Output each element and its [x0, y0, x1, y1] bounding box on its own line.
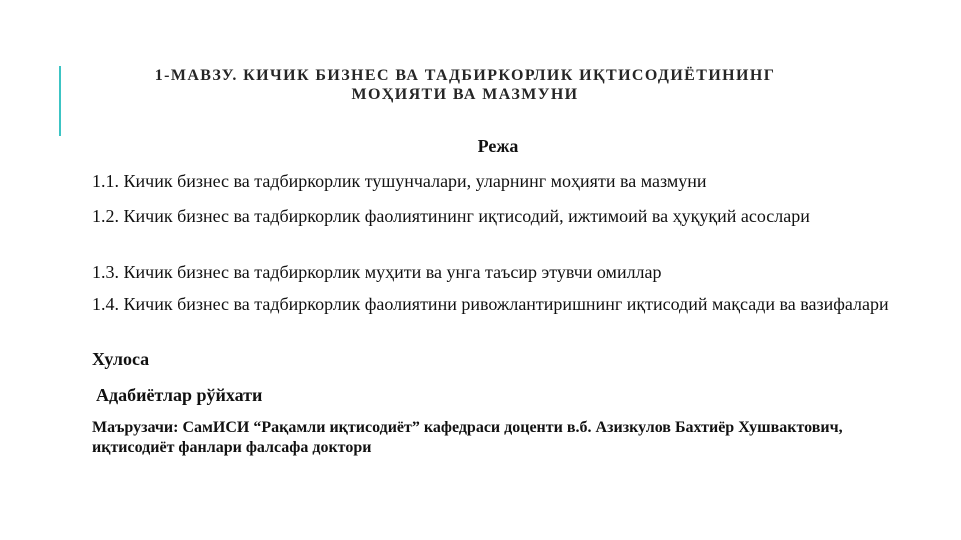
- title-line-2: МОҲИЯТИ ВА МАЗМУНИ: [351, 86, 579, 103]
- plan-item-4: 1.4. Кичик бизнес ва тадбиркорлик фаолиятини ривожлантиришнинг иқтисодий мақсади ва вазифалари: [92, 294, 889, 314]
- plan-item-3: 1.3. Кичик бизнес ва тадбиркорлик муҳити ва унга таъсир этувчи омиллар: [92, 262, 662, 282]
- references-heading: Адабиётлар рўйхати: [96, 385, 263, 405]
- slide-title: [70, 66, 860, 104]
- plan-item-2: 1.2. Кичик бизнес ва тадбиркорлик фаолиятининг иқтисодий, ижтимоий ва ҳуқуқий асослари: [92, 206, 810, 226]
- plan-item-1: 1.1. Кичик бизнес ва тадбиркорлик тушунчалари, уларнинг моҳияти ва мазмуни: [92, 171, 707, 191]
- title-line-1: 1-МАВЗУ. КИЧИК БИЗНЕС ВА ТАДБИРКОРЛИК ИҚТИСОДИЁТИНИНГ: [154, 67, 776, 84]
- plan-heading: Режа: [477, 136, 519, 156]
- accent-bar: [59, 66, 61, 136]
- lecturer-info: Маърузачи: СамИСИ “Рақамли иқтисодиёт” кафедраси доценти в.б. Азизкулов Бахтиёр Хушвактович, иқтисодиёт фанлари фалсафа доктори: [92, 419, 843, 456]
- conclusion-heading: Хулоса: [92, 349, 150, 369]
